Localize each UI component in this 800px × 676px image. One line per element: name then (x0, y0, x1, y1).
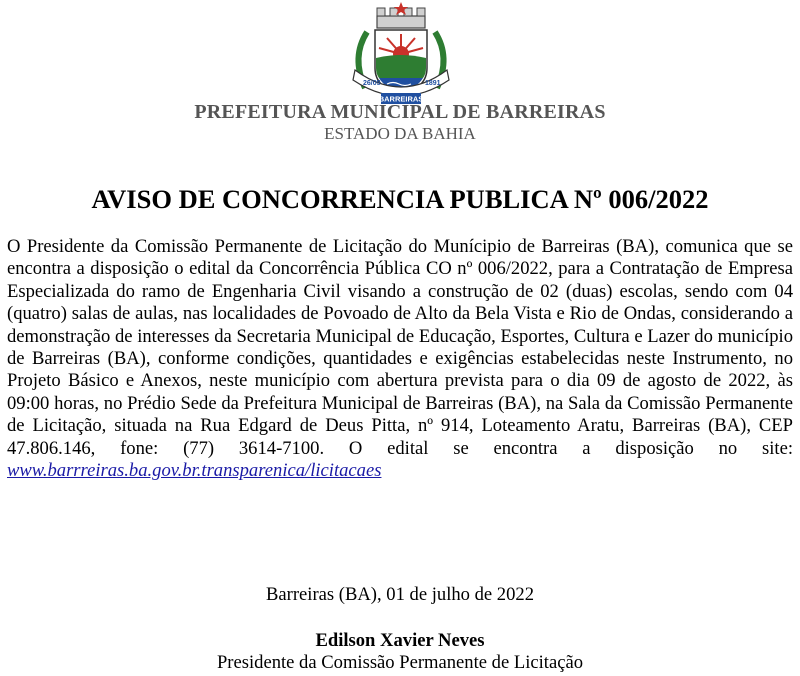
svg-text:1891: 1891 (425, 80, 441, 87)
organization-name: PREFEITURA MUNICIPAL DE BARREIRAS (194, 101, 606, 123)
signer-name: Edilson Xavier Neves (315, 630, 485, 651)
place-and-date: Barreiras (BA), 01 de julho de 2022 (266, 584, 534, 605)
notice-body-text: O Presidente da Comissão Permanente de Licitação do Munícipio de Barreiras (BA), comunica que se encontra a disposição o edital da Concorrência Pública CO nº 006/2022, para a Contratação de Empresa Especializada do ramo de Engenharia Civil visando a construção de 02 (duas) escolas, sendo com 04 (quatro) salas de aulas, nas localidades de Povoado de Alto da Bela Vista e Rio de Ondas, considerando a demonstração de interesses da Secretaria Municipal de Educação, Esportes, Cultura e Lazer do município de Barreiras (BA), conforme condições, quantidades e exigências estabelecidas neste Instrumento, no Projeto Básico e Anexos, neste município com abertura prevista para o dia 09 de agosto de 2022, às 09:00 horas, no Prédio Sede da Prefeitura Municipal de Barreiras (BA), na Sala da Comissão Permanente de Licitação, situada na Rua Edgard de Deus Pitta, nº 914, Loteamento Aratu, Barreiras (BA), CEP 47.806.146, fone: (77) 3614-7100. O edital se encontra a disposição no site: (7, 236, 793, 459)
notice-title: AVISO DE CONCORRENCIA PUBLICA Nº 006/2022 (91, 184, 709, 214)
edital-site-link[interactable]: www.barrreiras.ba.gov.br.transparenica/licitacaes (7, 460, 382, 482)
crown-icon (377, 2, 425, 28)
svg-text:26/05: 26/05 (363, 80, 381, 87)
notice-body (7, 236, 793, 482)
municipal-coat-of-arms-icon (337, 2, 465, 108)
svg-text:BARREIRAS: BARREIRAS (378, 94, 424, 104)
organization-state: ESTADO DA BAHIA (324, 124, 476, 143)
signer-role: Presidente da Comissão Permanente de Licitação (216, 652, 584, 673)
